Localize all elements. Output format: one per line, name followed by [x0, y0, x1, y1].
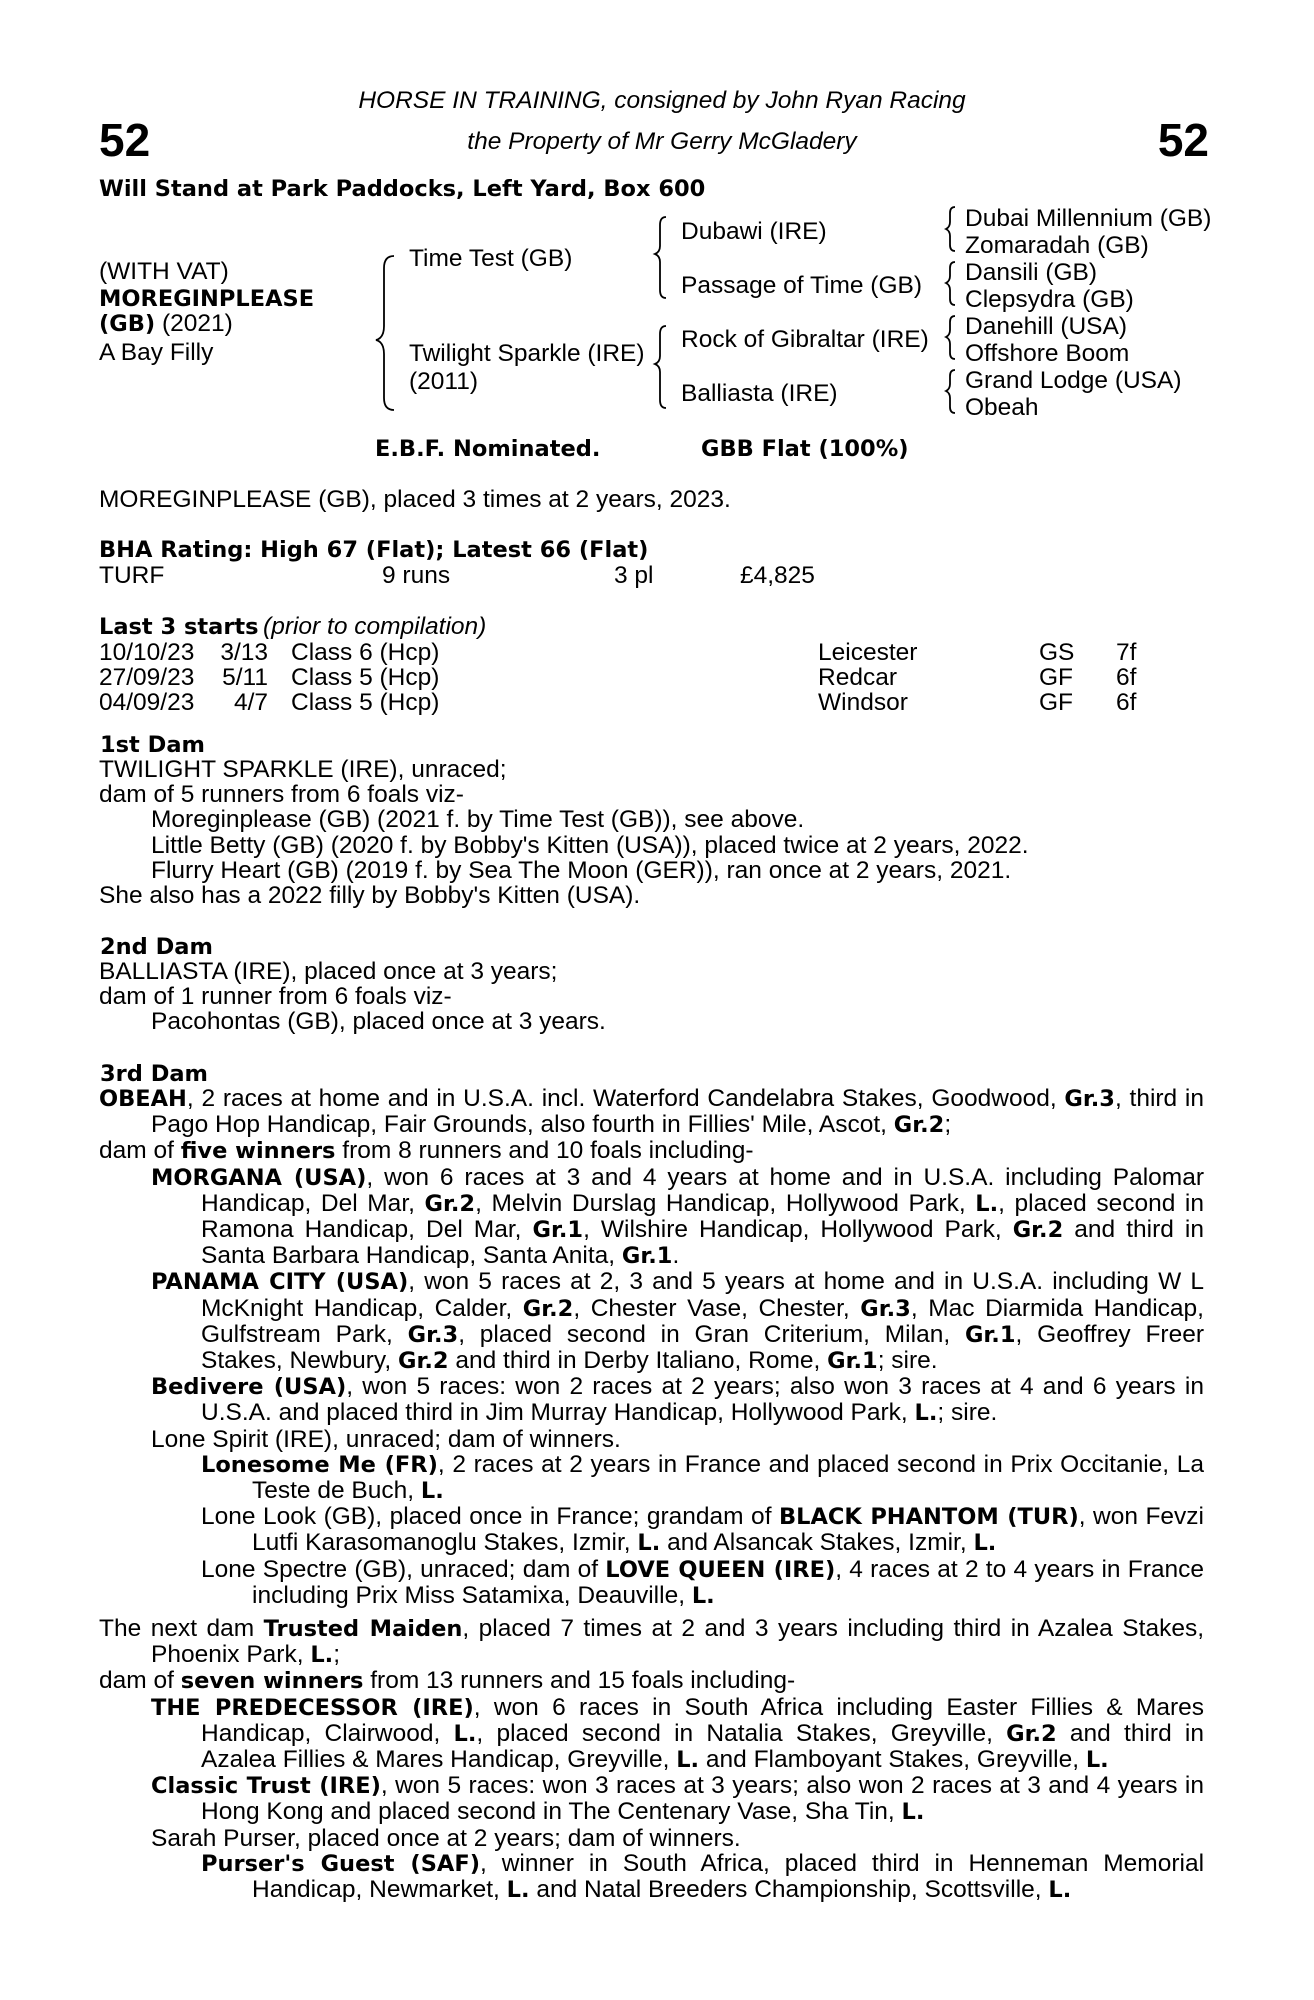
text: and third in Derby Italiano, Rome,: [448, 1347, 828, 1375]
text: and Natal Breeders Championship, Scottsville,: [529, 1876, 1049, 1904]
start-going: GF: [1039, 689, 1074, 716]
produce-name: LOVE QUEEN (IRE): [605, 1556, 836, 1583]
gbb-flat: GBB Flat (100%): [701, 436, 909, 462]
text: ;: [944, 1111, 952, 1139]
start-class: Class 5 (Hcp): [291, 689, 440, 716]
grade: Gr.1: [827, 1348, 878, 1375]
rating-placed: 3 pl: [614, 562, 654, 589]
produce-name: Classic Trust (IRE): [151, 1773, 381, 1800]
vat-label: (WITH VAT): [99, 258, 229, 285]
pedigree-g8: Obeah: [965, 394, 1039, 421]
grade: L.: [1048, 1877, 1072, 1904]
last-starts-heading: [99, 614, 486, 640]
pedigree-g1: Dubai Millennium (GB): [965, 205, 1212, 232]
obeah-entry: [99, 1086, 1204, 1138]
table-row: [0, 690, 1314, 715]
start-date: 27/09/23: [99, 664, 195, 691]
pedigree-g4: Clepsydra (GB): [965, 286, 1134, 313]
pedigree-g6: Offshore Boom: [965, 340, 1130, 367]
pedigree-sire-sire: Dubawi (IRE): [681, 218, 827, 245]
text: , placed 7 times at 2 and 3 years including third in Azalea Stakes, Phoenix Park,: [151, 1615, 1205, 1669]
text: , won 5 races at 2, 3 and 5 years at home and in U.S.A. including W L McKnight Handicap, Calder,: [201, 1268, 1204, 1322]
grade: L.: [975, 1190, 999, 1217]
start-distance: 7f: [1116, 639, 1137, 666]
grade: L.: [973, 1530, 997, 1557]
produce-name: Bedivere (USA): [151, 1374, 347, 1401]
horse-year: (2021): [155, 310, 233, 337]
text: from 8 runners and 10 foals including-: [335, 1137, 754, 1165]
produce-name: MORGANA (USA): [151, 1164, 367, 1191]
grade: Gr.3: [1064, 1086, 1115, 1112]
grade: L.: [1085, 1747, 1109, 1774]
obeah-dam-of: [99, 1138, 1204, 1164]
first-dam-produce-1: Moreginplease (GB) (2021 f. by Time Test (GB)), see above.: [151, 806, 805, 834]
text: ;: [333, 1641, 341, 1669]
text: The next dam: [99, 1615, 264, 1642]
last-starts-title: Last 3 starts: [99, 614, 259, 640]
lone-look-entry: [99, 1504, 1204, 1556]
bha-rating-title: BHA Rating: High 67 (Flat); Latest 66 (Flat): [99, 537, 649, 563]
grade: Gr.1: [621, 1243, 673, 1270]
start-going: GS: [1039, 639, 1075, 666]
pedigree-dam-year: (2011): [409, 368, 479, 395]
text: , third in Pago Hop Handicap, Fair Grounds, also fourth in Fillies' Mile, Ascot,: [151, 1085, 1204, 1139]
pedigree-sire-dam: Passage of Time (GB): [681, 272, 923, 299]
text: , placed second in Ramona Handicap, Del Mar,: [201, 1189, 1204, 1244]
grade: L.: [637, 1530, 661, 1557]
text: , Chester Vase, Chester,: [573, 1294, 861, 1322]
text: and Flamboyant Stakes, Greyville,: [699, 1746, 1086, 1774]
first-dam-produce-2: Little Betty (GB) (2020 f. by Bobby's Kitten (USA)), placed twice at 2 years, 2022.: [151, 831, 1029, 859]
start-date: 04/09/23: [99, 689, 195, 716]
pedigree-g2: Zomaradah (GB): [965, 232, 1149, 259]
lonesome-me-entry: [99, 1452, 1204, 1504]
text: , Wilshire Handicap, Hollywood Park,: [583, 1216, 1013, 1244]
first-dam-line1: TWILIGHT SPARKLE (IRE), unraced;: [99, 756, 507, 783]
table-row: [0, 640, 1314, 665]
grade: L.: [310, 1642, 334, 1669]
text: dam of: [99, 1137, 181, 1165]
first-dam-line2: dam of 5 runners from 6 foals viz-: [99, 781, 464, 809]
winners-count: seven winners: [180, 1668, 364, 1695]
text: ; sire.: [877, 1347, 938, 1375]
grade: Gr.3: [407, 1321, 459, 1348]
grade: Gr.2: [397, 1348, 449, 1375]
text: , 2 races at 2 years in France and placed second in Prix Occitanie, La Teste de Buch,: [252, 1450, 1204, 1505]
text: Lone Look (GB), placed once in France; grandam of: [201, 1503, 779, 1531]
rating-earnings: £4,825: [740, 562, 815, 589]
consignor-line: HORSE IN TRAINING, consigned by John Ryan Racing: [358, 87, 966, 114]
text: and third in Santa Barbara Handicap, Santa Anita,: [201, 1216, 1204, 1270]
pedigree-g7: Grand Lodge (USA): [965, 367, 1182, 394]
winners-count: five winners: [180, 1138, 336, 1165]
grade: L.: [914, 1400, 938, 1427]
second-dam-produce-1: Pacohontas (GB), placed once at 3 years.: [151, 1008, 606, 1036]
text: ; sire.: [937, 1399, 998, 1427]
text: , won Fevzi Lutfi Karasomanoglu Stakes, Izmir,: [252, 1503, 1204, 1557]
grade: Gr.1: [964, 1321, 1016, 1348]
second-dam-title: 2nd Dam: [100, 934, 213, 960]
text: , 4 races at 2 to 4 years in France including Prix Miss Satamixa, Deauville,: [252, 1555, 1205, 1609]
start-going: GF: [1039, 664, 1074, 691]
horse-country: (GB): [99, 311, 156, 337]
pedigree-dam: Twilight Sparkle (IRE): [409, 340, 645, 367]
second-dam-line1: BALLIASTA (IRE), placed once at 3 years;: [99, 958, 558, 985]
lot-number-left: 52: [99, 114, 151, 166]
lone-spirit-entry: Lone Spirit (IRE), unraced; dam of winners.: [151, 1425, 621, 1453]
text: and third in Azalea Fillies & Mares Handicap, Greyville,: [201, 1719, 1204, 1774]
first-dam-produce-3: Flurry Heart (GB) (2019 f. by Sea The Moon (GER)), ran once at 2 years, 2021.: [151, 856, 1012, 884]
first-dam-note: She also has a 2022 filly by Bobby's Kitten (USA).: [99, 882, 641, 910]
produce-name: PANAMA CITY (USA): [151, 1269, 409, 1296]
next-dam-entry: [99, 1616, 1204, 1668]
grade: L.: [901, 1799, 925, 1826]
text: , placed second in Gran Criterium, Milan,: [458, 1320, 965, 1348]
text: and Alsancak Stakes, Izmir,: [660, 1529, 974, 1557]
first-dam-title: 1st Dam: [100, 732, 205, 758]
third-dam-body: [99, 1086, 1204, 1609]
text: , winner in South Africa, placed third in Henneman Memorial Handicap, Newmarket,: [252, 1849, 1205, 1904]
last-starts-subtitle: (prior to compilation): [263, 613, 487, 640]
morgana-entry: [99, 1165, 1204, 1270]
produce-name: BLACK PHANTOM (TUR): [778, 1504, 1079, 1531]
produce-name: THE PREDECESSOR (IRE): [151, 1694, 474, 1721]
classic-trust-entry: [99, 1773, 1204, 1825]
grade: Gr.2: [1012, 1217, 1064, 1244]
start-distance: 6f: [1116, 664, 1137, 691]
start-position: 3/13: [220, 639, 268, 666]
grade: L.: [420, 1478, 444, 1505]
text: Lone Spectre (GB), unraced; dam of: [201, 1555, 606, 1583]
produce-name: Purser's Guest (SAF): [201, 1850, 480, 1877]
start-position: 5/11: [222, 664, 268, 691]
stand-location: Will Stand at Park Paddocks, Left Yard, Box 600: [99, 176, 706, 202]
grade: L.: [506, 1877, 530, 1904]
table-row: [0, 665, 1314, 690]
text: , won 5 races: won 3 races at 3 years; also won 2 races at 3 and 4 years in Hong Kong and placed second in The Centenary Vase, Sha Tin,: [201, 1772, 1204, 1826]
start-class: Class 6 (Hcp): [291, 639, 440, 666]
text: .: [672, 1242, 680, 1270]
pedigree-sire: Time Test (GB): [409, 245, 573, 272]
grade: Gr.2: [424, 1190, 476, 1217]
lot-number-right: 52: [1157, 114, 1209, 166]
horse-description: A Bay Filly: [99, 339, 214, 366]
predecessor-entry: [99, 1695, 1204, 1774]
text: , Geoffrey Freer Stakes, Newbury,: [201, 1320, 1204, 1375]
pedigree-g3: Dansili (GB): [965, 259, 1098, 286]
third-dam-title: 3rd Dam: [100, 1061, 208, 1087]
grade: Gr.2: [1006, 1720, 1057, 1747]
produce-name: Lonesome Me (FR): [201, 1451, 438, 1478]
grade: L.: [691, 1582, 715, 1609]
horse-summary: MOREGINPLEASE (GB), placed 3 times at 2 years, 2023.: [99, 486, 731, 513]
start-position: 4/7: [233, 689, 268, 716]
panama-city-entry: [99, 1269, 1204, 1374]
pedigree-dam-sire: Rock of Gibraltar (IRE): [681, 326, 929, 353]
grade: Gr.3: [860, 1295, 911, 1322]
grade: L.: [453, 1720, 477, 1747]
start-date: 10/10/23: [99, 639, 195, 666]
text: , Mac Diarmida Handicap, Gulfstream Park,: [201, 1294, 1204, 1348]
property-line: the Property of Mr Gerry McGladery: [467, 128, 857, 155]
grade: Gr.1: [532, 1217, 584, 1244]
next-dam-dam-of: [99, 1668, 1204, 1694]
start-class: Class 5 (Hcp): [291, 664, 440, 691]
text: dam of: [99, 1667, 181, 1695]
text: , won 6 races at 3 and 4 years at home and in U.S.A. including Palomar Handicap, Del Mar,: [201, 1163, 1204, 1217]
grade: Gr.2: [893, 1112, 945, 1139]
second-dam-body: [99, 959, 1204, 1035]
start-distance: 6f: [1116, 689, 1137, 716]
pursers-guest-entry: [99, 1851, 1204, 1903]
grade: Gr.2: [522, 1295, 574, 1322]
grade: L.: [676, 1747, 700, 1774]
rating-runs: 9 runs: [382, 562, 451, 589]
start-course: Windsor: [818, 689, 908, 716]
first-dam-body: [99, 757, 1204, 908]
obeah-name: OBEAH: [99, 1086, 187, 1112]
start-course: Redcar: [818, 664, 897, 691]
text: , won 6 races in South Africa including Easter Fillies & Mares Handicap, Clairwood,: [201, 1693, 1204, 1747]
start-course: Leicester: [818, 639, 918, 666]
text: , 2 races at home and in U.S.A. incl. Waterford Candelabra Stakes, Goodwood,: [186, 1085, 1065, 1112]
pedigree-g5: Danehill (USA): [965, 313, 1128, 340]
pedigree-dam-dam: Balliasta (IRE): [681, 380, 838, 407]
horse-name: MOREGINPLEASE: [99, 286, 315, 312]
second-dam-line2: dam of 1 runner from 6 foals viz-: [99, 983, 452, 1011]
text: , placed second in Natalia Stakes, Greyville,: [476, 1719, 1007, 1747]
rating-surface: TURF: [99, 562, 165, 589]
next-dam-body: [99, 1616, 1204, 1903]
text: from 13 runners and 15 foals including-: [363, 1667, 796, 1695]
bedivere-entry: [99, 1374, 1204, 1426]
lone-spectre-entry: [99, 1557, 1204, 1609]
text: , Melvin Durslag Handicap, Hollywood Park,: [475, 1189, 976, 1217]
next-dam-name: Trusted Maiden: [263, 1616, 463, 1642]
ebf-nominated: E.B.F. Nominated.: [375, 436, 601, 462]
sarah-purser-entry: Sarah Purser, placed once at 2 years; dam of winners.: [151, 1824, 741, 1852]
text: , won 5 races: won 2 races at 2 years; also won 3 races at 4 and 6 years in U.S.A. and placed third in Jim Murray Handicap, Hollywood Park,: [201, 1373, 1204, 1427]
